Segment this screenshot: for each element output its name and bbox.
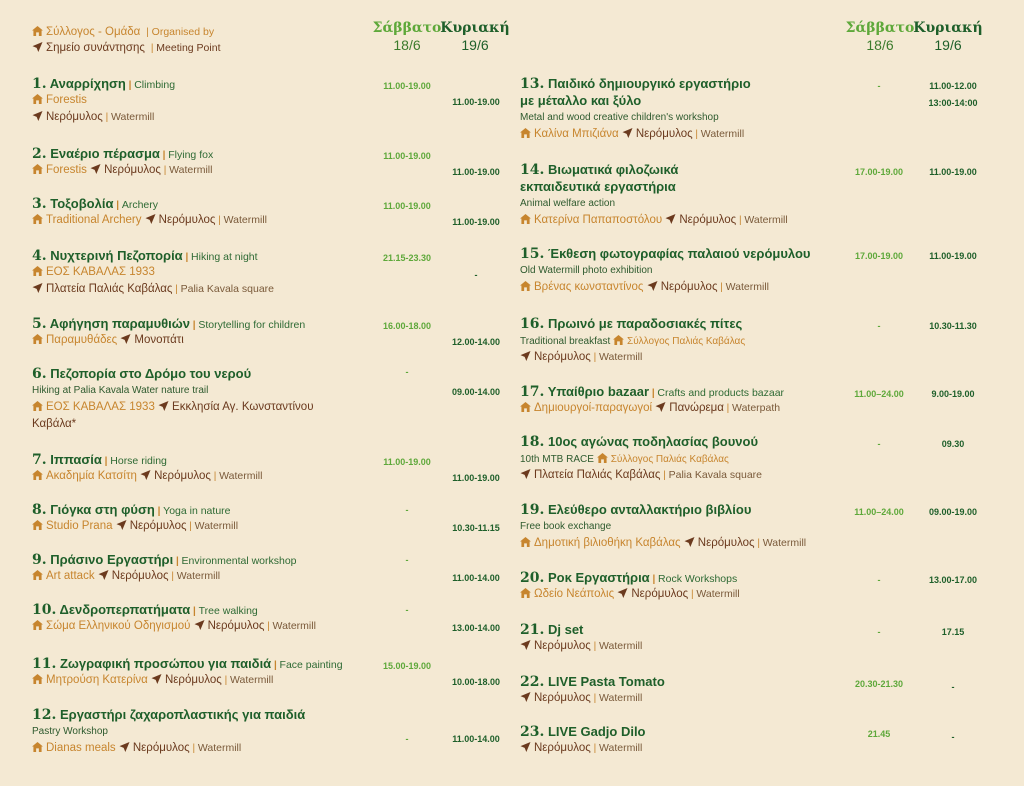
event-subtitle bbox=[520, 453, 729, 465]
event-title-en: Horse riding bbox=[110, 455, 167, 467]
event-organiser-line bbox=[32, 333, 184, 347]
event-meeting-point-en: Palia Kavala square bbox=[668, 469, 763, 481]
event-subtitle bbox=[520, 112, 719, 123]
event-organiser: Μητρούση Κατερίνα bbox=[46, 674, 148, 686]
event-subtitle-text: Traditional breakfast bbox=[520, 336, 611, 347]
event-subtitle bbox=[520, 521, 611, 532]
event-organiser-line: Μητρούση Κατερίνα Νερόμυλος | Watermill bbox=[32, 673, 273, 688]
event-meeting-point-en: Watermill bbox=[598, 640, 643, 652]
sunday-time: 09.00-14.00 bbox=[451, 387, 501, 397]
event-title bbox=[32, 707, 305, 723]
arrow-icon bbox=[32, 283, 43, 293]
saturday-time: 16.00-18.00 bbox=[382, 321, 432, 331]
event-title-en: Climbing bbox=[134, 79, 176, 91]
event-title bbox=[520, 434, 758, 450]
event-organiser: Ακαδημία Κατσίτη bbox=[46, 470, 137, 482]
event-organiser-line: Κατερίνα Παπαποστόλου Νερόμυλος | Watermill bbox=[520, 213, 788, 228]
event-title-en: Environmental workshop bbox=[181, 555, 297, 567]
saturday-time: - bbox=[405, 555, 409, 565]
sunday-time: 10.30-11.15 bbox=[452, 523, 500, 533]
event-meeting-point-en: Watermill bbox=[219, 470, 263, 482]
event-meeting-point: Νερόμυλος bbox=[660, 281, 718, 293]
event-title: 7. Ιππασία | Horse riding bbox=[32, 452, 167, 468]
arrow-icon bbox=[655, 402, 666, 412]
saturday-time: 21.15-23.30 bbox=[382, 253, 432, 263]
event-subtitle-text: 10th MTB RACE bbox=[520, 454, 594, 465]
event-title bbox=[520, 674, 665, 690]
house-icon bbox=[597, 453, 608, 463]
event-organiser-line: Studio Prana Νερόμυλος | Watermill bbox=[32, 519, 238, 534]
event-organiser: Παραμυθάδες bbox=[46, 334, 118, 346]
event-title bbox=[520, 162, 678, 178]
event-title-text: Εναέριο πέρασμα bbox=[50, 146, 160, 161]
saturday-time: 20.30-21.30 bbox=[854, 679, 904, 689]
event-number: 3. bbox=[32, 196, 47, 212]
event-title bbox=[520, 622, 583, 638]
event-meeting-point-en: Watermill bbox=[272, 620, 316, 632]
saturday-time: - bbox=[877, 439, 881, 449]
house-icon bbox=[613, 335, 624, 345]
event-meeting-point: Νερόμυλος bbox=[534, 351, 591, 363]
arrow-icon bbox=[622, 128, 633, 138]
arrow-icon bbox=[520, 640, 531, 650]
event-number: 15. bbox=[520, 246, 545, 262]
event-title-en: Flying fox bbox=[168, 149, 214, 161]
event-title bbox=[520, 76, 751, 92]
arrow-icon bbox=[158, 401, 169, 411]
event-number: 8. bbox=[32, 502, 47, 518]
event-number: 17. bbox=[520, 384, 545, 400]
event-meeting-point-en: Watermill bbox=[598, 692, 643, 704]
event-organiser-line: Forestis Νερόμυλος | Watermill bbox=[32, 163, 212, 178]
event-title-en: Hiking at night bbox=[191, 251, 258, 263]
event-meeting-point-en: Watermill bbox=[598, 351, 643, 363]
event-meeting-point: Νερόμυλος bbox=[158, 214, 216, 226]
event-organiser: Forestis bbox=[46, 94, 87, 106]
event-meeting-point: Νερόμυλος bbox=[679, 214, 737, 226]
sunday-time: 09.30 bbox=[941, 439, 965, 449]
event-meeting-point-en: Watermill bbox=[696, 588, 740, 600]
event-organiser: Forestis bbox=[46, 164, 87, 176]
event-subtitle-text: Pastry Workshop bbox=[32, 726, 108, 737]
event-meeting-point: Νερόμυλος bbox=[534, 692, 591, 704]
event-meeting-point: Νερόμυλος bbox=[697, 537, 755, 549]
event-meeting-point-en: Watermill bbox=[176, 570, 221, 582]
sunday-time: 13.00-17.00 bbox=[928, 575, 978, 585]
legend-meeting-point: Σημείο συνάντησης | Meeting Point bbox=[32, 42, 221, 54]
event-meeting-point-en: Watermill bbox=[110, 111, 155, 123]
legend-organiser: Σύλλογος - Ομάδα | Organised by bbox=[32, 26, 214, 38]
arrow-icon bbox=[617, 588, 628, 598]
house-icon bbox=[32, 742, 43, 752]
event-title-text: Βιωματικά φιλοζωικά bbox=[547, 162, 679, 177]
sunday-time: 11.00-14.00 bbox=[452, 734, 500, 744]
event-meeting-point: Μονοπάτι bbox=[134, 334, 184, 346]
event-title-text: Υπαίθριο bazaar bbox=[547, 384, 650, 399]
event-organiser-line: Δημοτική βιλιοθήκη Καβάλας Νερόμυλος | Watermill bbox=[520, 536, 806, 551]
sunday-time: 9.00-19.00 bbox=[931, 389, 975, 399]
house-icon bbox=[32, 214, 43, 224]
saturday-time: 11.00-19.00 bbox=[383, 201, 431, 211]
event-title-text: Ροκ Εργαστήρια bbox=[547, 570, 650, 585]
event-title: 4. Νυχτερινή Πεζοπορία | Hiking at night bbox=[32, 248, 258, 264]
event-organiser-line: Dianas meals Νερόμυλος | Watermill bbox=[32, 741, 241, 756]
event-title bbox=[520, 724, 646, 740]
event-number: 2. bbox=[32, 146, 47, 162]
arrow-icon bbox=[140, 470, 151, 480]
event-title: 2. Εναέριο πέρασμα | Flying fox bbox=[32, 146, 214, 162]
event-meeting-point-en: Watermill bbox=[598, 742, 643, 754]
event-number: 22. bbox=[520, 674, 545, 690]
sunday-time: 17.15 bbox=[941, 627, 965, 637]
house-icon bbox=[520, 588, 531, 598]
event-meeting-point-en: Watermill bbox=[169, 164, 213, 176]
sunday-time: - bbox=[474, 270, 478, 280]
event-organiser: Dianas meals bbox=[46, 742, 116, 754]
event-meeting-point: Νερόμυλος bbox=[154, 470, 211, 482]
arrow-icon bbox=[145, 214, 156, 224]
sunday-time: 11.00-19.00 bbox=[452, 97, 500, 107]
event-title-text: Πεζοπορία στο Δρόμο του νερού bbox=[50, 366, 252, 381]
house-icon bbox=[520, 128, 531, 138]
event-organiser: Art attack bbox=[46, 570, 95, 582]
event-subtitle bbox=[520, 198, 615, 209]
arrow-icon bbox=[520, 742, 531, 752]
event-meeting-point: Νερόμυλος bbox=[534, 742, 591, 754]
event-title-text: Γιόγκα στη φύση bbox=[50, 502, 155, 517]
event-subtitle bbox=[520, 335, 745, 347]
saturday-time: - bbox=[405, 605, 409, 615]
event-title-text-2: εκπαιδευτικά εργαστήρια bbox=[520, 179, 676, 194]
sunday-time: 11.00-14.00 bbox=[452, 573, 500, 583]
house-icon bbox=[520, 281, 531, 291]
event-meeting-point-en: Watermill bbox=[223, 214, 267, 226]
event-organiser-line: Βρένας κωνσταντίνος Νερόμυλος | Watermill bbox=[520, 280, 769, 295]
sunday-time: 09.00-19.00 bbox=[928, 507, 978, 517]
sunday-time: 11.00-19.00 bbox=[452, 217, 500, 227]
event-subtitle-text: Old Watermill photo exhibition bbox=[520, 265, 653, 276]
event-title-en: Yoga in nature bbox=[163, 505, 231, 517]
event-title: 10. Δενδροπερπατήματα | Tree walking bbox=[32, 602, 258, 618]
event-meeting-line: Νερόμυλος | Watermill bbox=[520, 741, 642, 756]
event-organiser-line: Art attack Νερόμυλος | Watermill bbox=[32, 569, 220, 584]
event-title: 3. Τοξοβολία | Archery bbox=[32, 196, 158, 212]
event-number: 20. bbox=[520, 570, 545, 586]
house-icon bbox=[32, 266, 43, 276]
event-title-en: Face painting bbox=[279, 659, 343, 671]
event-organiser-line bbox=[32, 400, 314, 414]
event-meeting-point-en: Watermill bbox=[762, 537, 807, 549]
event-meeting-point: Νερόμυλος bbox=[207, 620, 265, 632]
sunday-time: 10.30-11.30 bbox=[929, 321, 977, 331]
event-title-text: Πρωινό με παραδοσιακές πίτες bbox=[547, 316, 743, 331]
event-meeting-point-en: Watermill bbox=[744, 214, 788, 226]
event-title-en: Tree walking bbox=[198, 605, 258, 617]
sunday-time: 13.00-14.00 bbox=[451, 623, 501, 633]
event-number: 14. bbox=[520, 162, 545, 178]
arrow-icon bbox=[32, 111, 43, 121]
saturday-time: 11.00-19.00 bbox=[383, 457, 431, 467]
arrow-icon bbox=[32, 42, 43, 52]
arrow-icon bbox=[120, 334, 131, 344]
arrow-icon bbox=[90, 164, 101, 174]
event-meeting-line: Νερόμυλος | Watermill bbox=[520, 350, 642, 365]
event-number: 23. bbox=[520, 724, 545, 740]
event-title-text: Dj set bbox=[547, 622, 584, 637]
event-number: 13. bbox=[520, 76, 545, 92]
event-subtitle bbox=[32, 726, 108, 737]
saturday-time: - bbox=[405, 734, 409, 744]
event-number: 18. bbox=[520, 434, 545, 450]
event-title-text: Έκθεση φωτογραφίας παλαιού νερόμυλου bbox=[547, 246, 811, 261]
event-title-en: Rock Workshops bbox=[658, 573, 738, 585]
event-number: 12. bbox=[32, 707, 57, 723]
event-organiser: Δημοτική βιλιοθήκη Καβάλας bbox=[534, 537, 681, 549]
event-meeting-point: Νερόμυλος bbox=[635, 128, 693, 140]
event-title bbox=[520, 246, 810, 262]
house-icon bbox=[520, 402, 531, 412]
event-subtitle-text: Metal and wood creative children's workshop bbox=[520, 112, 719, 123]
house-icon bbox=[32, 164, 43, 174]
event-organiser: ΕΟΣ ΚΑΒΑΛΑΣ 1933 bbox=[46, 401, 155, 413]
event-title-en: Crafts and products bazaar bbox=[657, 387, 785, 399]
event-meeting-point: Νερόμυλος bbox=[631, 588, 689, 600]
sunday-time: - bbox=[951, 682, 955, 692]
house-icon bbox=[32, 674, 43, 684]
house-icon bbox=[32, 26, 43, 36]
saturday-time: - bbox=[877, 575, 881, 585]
event-meeting-point-en: Watermill bbox=[229, 674, 274, 686]
event-title: 20. Ροκ Εργαστήρια | Rock Workshops bbox=[520, 570, 738, 586]
event-meeting-point-en: Watermill bbox=[700, 128, 745, 140]
event-meeting-point-en: Waterpath bbox=[732, 402, 781, 414]
event-number: 11. bbox=[32, 656, 57, 672]
event-number: 4. bbox=[32, 248, 47, 264]
event-number: 9. bbox=[32, 552, 47, 568]
event-number: 5. bbox=[32, 316, 47, 332]
saturday-header-left: Σάββατο 18/6 bbox=[372, 20, 442, 53]
event-title bbox=[520, 316, 742, 332]
event-organiser: ΕΟΣ ΚΑΒΑΛΑΣ 1933 bbox=[46, 266, 155, 278]
arrow-icon bbox=[119, 742, 130, 752]
arrow-icon bbox=[98, 570, 109, 580]
event-title-text: Αφήγηση παραμυθιών bbox=[49, 316, 190, 331]
event-organiser: Καλίνα Μπιζιάνα bbox=[534, 128, 619, 140]
event-title-text: LIVE Pasta Tomato bbox=[547, 674, 665, 689]
event-meeting-point-en: Watermill bbox=[725, 281, 770, 293]
event-meeting-point-en: Watermill bbox=[194, 520, 239, 532]
event-title-text: Παιδικό δημιουργικό εργαστήριο bbox=[547, 76, 751, 91]
saturday-time: 17.00-19.00 bbox=[854, 251, 904, 261]
arrow-icon bbox=[520, 692, 531, 702]
house-icon bbox=[32, 401, 43, 411]
event-subtitle-text: Hiking at Palia Kavala Water nature trail bbox=[32, 385, 209, 396]
house-icon bbox=[32, 620, 43, 630]
event-title: 17. Υπαίθριο bazaar | Crafts and products bazaar bbox=[520, 384, 785, 400]
saturday-time: 21.45 bbox=[867, 729, 891, 739]
event-number: 7. bbox=[32, 452, 47, 468]
event-title: 1. Αναρρίχηση | Climbing bbox=[32, 76, 176, 92]
event-meeting-point: Νερόμυλος bbox=[46, 111, 103, 123]
event-number: 6. bbox=[32, 366, 47, 382]
sunday-header-left: Κυριακή 19/6 bbox=[440, 20, 510, 53]
sunday-time: 11.00-19.00 bbox=[929, 167, 977, 177]
sunday-time: 10.00-18.00 bbox=[451, 677, 501, 687]
event-organiser-line bbox=[32, 265, 155, 279]
event-title-text: 10ος αγώνας ποδηλασίας βουνού bbox=[547, 434, 759, 449]
event-title: 8. Γιόγκα στη φύση | Yoga in nature bbox=[32, 502, 231, 518]
event-meeting-point: Νερόμυλος bbox=[104, 164, 161, 176]
event-title-line2 bbox=[520, 93, 641, 109]
saturday-time: 11.00-19.00 bbox=[383, 151, 431, 161]
saturday-time: - bbox=[877, 81, 881, 91]
event-organiser-line: Ακαδημία Κατσίτη Νερόμυλος | Watermill bbox=[32, 469, 262, 484]
event-title-text: LIVE Gadjo Dilo bbox=[547, 724, 646, 739]
event-title-line2 bbox=[520, 179, 676, 195]
event-meeting-point: Πλατεία Παλιάς Καβάλας bbox=[46, 283, 173, 295]
event-meeting-point: Πλατεία Παλιάς Καβάλας bbox=[534, 469, 661, 481]
event-title-text: Αναρρίχηση bbox=[49, 76, 126, 91]
sunday-time: 11.00-19.00 bbox=[929, 251, 977, 261]
event-meeting-line: Νερόμυλος | Watermill bbox=[520, 691, 642, 706]
event-subtitle-text: Free book exchange bbox=[520, 521, 612, 532]
event-title-text: Πράσινο Εργαστήρι bbox=[50, 552, 174, 567]
event-organiser: Studio Prana bbox=[46, 520, 113, 532]
event-meeting-line: Πλατεία Παλιάς Καβάλας | Palia Kavala square bbox=[32, 282, 274, 297]
event-organiser-line: Δημιουργοί-παραγωγοί Πανώρεμα | Waterpath bbox=[520, 401, 780, 416]
house-icon bbox=[32, 334, 43, 344]
house-icon bbox=[520, 537, 531, 547]
event-organiser-line bbox=[32, 93, 87, 107]
event-organiser-line: Σώμα Ελληνικού Οδηγισμού Νερόμυλος | Watermill bbox=[32, 619, 316, 634]
arrow-icon bbox=[665, 214, 676, 224]
sunday-time-2: 13:00-14:00 bbox=[928, 98, 978, 108]
saturday-time: 15.00-19.00 bbox=[382, 661, 432, 671]
event-title bbox=[520, 502, 751, 518]
sunday-time: - bbox=[951, 732, 955, 742]
house-icon bbox=[32, 570, 43, 580]
sunday-time: 11.00-12.00 bbox=[929, 81, 977, 91]
event-number: 10. bbox=[32, 602, 57, 618]
event-organiser-line: Ωδείο Νεάπολις Νερόμυλος | Watermill bbox=[520, 587, 740, 602]
event-title: 9. Πράσινο Εργαστήρι | Environmental workshop bbox=[32, 552, 297, 568]
event-meeting-line-2 bbox=[32, 417, 76, 431]
event-title: 11. Ζωγραφική προσώπου για παιδιά | Face painting bbox=[32, 656, 343, 672]
sunday-time: 12.00-14.00 bbox=[451, 337, 501, 347]
arrow-icon bbox=[647, 281, 658, 291]
event-meeting-point: Εκκλησία Αγ. Κωνσταντίνου bbox=[172, 401, 314, 413]
house-icon bbox=[520, 214, 531, 224]
saturday-time: 11.00–24.00 bbox=[854, 389, 904, 399]
event-title-text: Τοξοβολία bbox=[50, 196, 114, 211]
event-title: 5. Αφήγηση παραμυθιών | Storytelling for children bbox=[32, 316, 306, 332]
event-title-text-2: με μέταλλο και ξύλο bbox=[520, 93, 642, 108]
event-organiser-line: Traditional Archery Νερόμυλος | Watermill bbox=[32, 213, 267, 228]
house-icon bbox=[32, 470, 43, 480]
saturday-header-right: Σάββατο 18/6 bbox=[845, 20, 915, 53]
saturday-time: 11.00–24.00 bbox=[854, 507, 904, 517]
event-organiser: Κατερίνα Παπαποστόλου bbox=[534, 214, 663, 226]
event-organiser: Σώμα Ελληνικού Οδηγισμού bbox=[46, 620, 191, 632]
event-title-text: Δενδροπερπατήματα bbox=[59, 602, 191, 617]
saturday-time: - bbox=[405, 505, 409, 515]
event-title-en: Archery bbox=[121, 199, 158, 211]
event-title-text: Ζωγραφική προσώπου για παιδιά bbox=[59, 656, 272, 671]
event-organiser: Δημιουργοί-παραγωγοί bbox=[534, 402, 653, 414]
saturday-time: 17.00-19.00 bbox=[854, 167, 904, 177]
event-organiser: Traditional Archery bbox=[46, 214, 142, 226]
house-icon bbox=[32, 520, 43, 530]
event-number: 16. bbox=[520, 316, 545, 332]
saturday-time: 11.00-19.00 bbox=[383, 81, 431, 91]
arrow-icon bbox=[116, 520, 127, 530]
event-number: 19. bbox=[520, 502, 545, 518]
event-organiser-line: Καλίνα Μπιζιάνα Νερόμυλος | Watermill bbox=[520, 127, 744, 142]
event-meeting-line: Νερόμυλος | Watermill bbox=[520, 639, 642, 654]
event-meeting-point-en: Watermill bbox=[197, 742, 242, 754]
arrow-icon bbox=[520, 469, 531, 479]
sunday-time: 11.00-19.00 bbox=[452, 167, 500, 177]
event-organiser: Ωδείο Νεάπολις bbox=[534, 588, 615, 600]
arrow-icon bbox=[151, 674, 162, 684]
event-title-text: Ελεύθερο ανταλλακτήριο βιβλίου bbox=[547, 502, 752, 517]
event-meeting-line: Πλατεία Παλιάς Καβάλας | Palia Kavala square bbox=[520, 468, 762, 483]
event-organiser: Σύλλογος Παλιάς Καβάλας bbox=[627, 336, 746, 347]
event-meeting-point: Νερόμυλος bbox=[534, 640, 591, 652]
saturday-time: - bbox=[877, 321, 881, 331]
event-meeting-point-en: Palia Kavala square bbox=[180, 283, 275, 295]
event-subtitle bbox=[520, 265, 652, 276]
event-organiser: Σύλλογος Παλιάς Καβάλας bbox=[610, 454, 729, 465]
event-number: 1. bbox=[32, 76, 47, 92]
arrow-icon bbox=[684, 537, 695, 547]
event-number: 21. bbox=[520, 622, 545, 638]
sunday-header-right: Κυριακή 19/6 bbox=[913, 20, 983, 53]
event-meeting-point: Πανώρεμα bbox=[669, 402, 724, 414]
event-title-text: Ιππασία bbox=[50, 452, 102, 467]
arrow-icon bbox=[194, 620, 205, 630]
sunday-time: 11.00-19.00 bbox=[452, 473, 500, 483]
event-subtitle bbox=[32, 385, 208, 396]
arrow-icon bbox=[520, 351, 531, 361]
event-title-text: Εργαστήρι ζαχαροπλαστικής για παιδιά bbox=[59, 707, 306, 722]
event-title-text: Νυχτερινή Πεζοπορία bbox=[50, 248, 183, 263]
event-meeting-point: Νερόμυλος bbox=[111, 570, 169, 582]
event-subtitle-text: Animal welfare action bbox=[520, 198, 616, 209]
event-meeting-line: Νερόμυλος | Watermill bbox=[32, 110, 154, 125]
event-title-en: Storytelling for children bbox=[198, 319, 306, 331]
event-meeting-point: Νερόμυλος bbox=[132, 742, 190, 754]
event-organiser: Βρένας κωνσταντίνος bbox=[534, 281, 644, 293]
event-meeting-point-2: Καβάλα* bbox=[32, 418, 77, 430]
event-meeting-point: Νερόμυλος bbox=[129, 520, 187, 532]
saturday-time: - bbox=[405, 367, 409, 377]
event-title bbox=[32, 366, 251, 382]
event-meeting-point: Νερόμυλος bbox=[164, 674, 222, 686]
house-icon bbox=[32, 94, 43, 104]
saturday-time: - bbox=[877, 627, 881, 637]
